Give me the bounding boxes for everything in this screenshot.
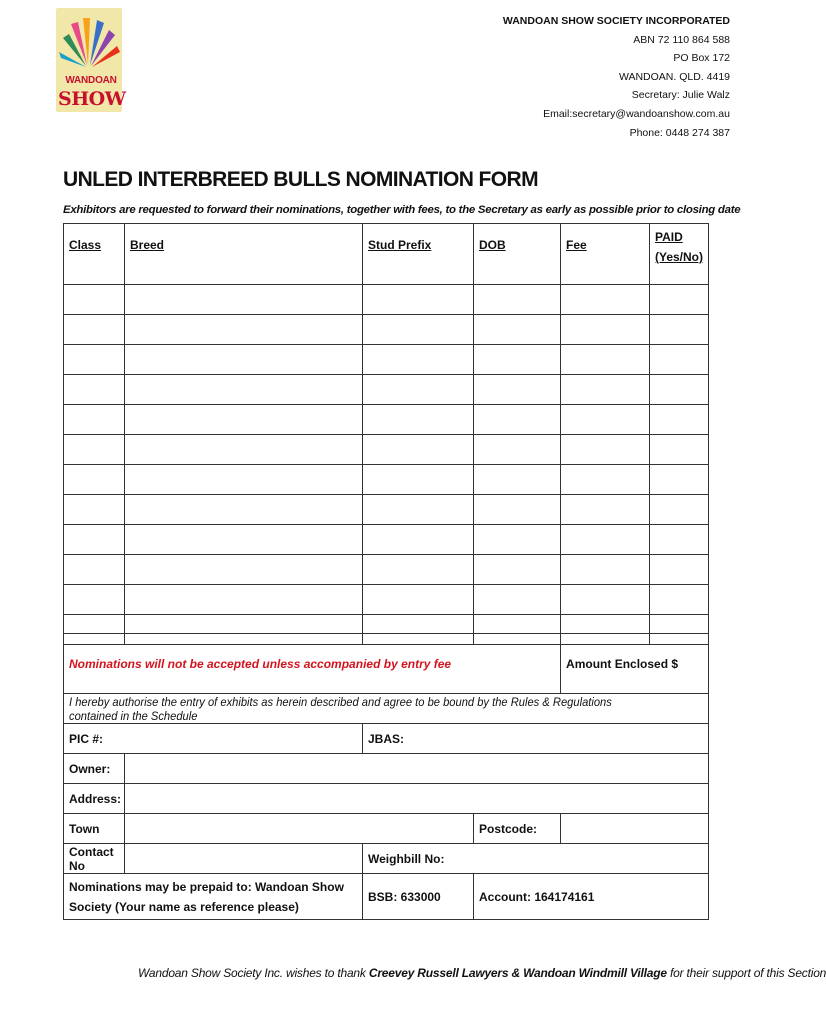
owner-label: Owner: xyxy=(64,754,125,784)
cell-class[interactable] xyxy=(64,555,125,585)
cell-stud-prefix[interactable] xyxy=(363,435,474,465)
authorisation-statement xyxy=(64,694,709,724)
town-postcode-row xyxy=(64,814,709,844)
prepaid-instructions: Nominations may be prepaid to: Wandoan Show Society (Your name as reference please) xyxy=(64,874,363,920)
cell-fee[interactable] xyxy=(561,345,650,375)
nomination-row xyxy=(64,405,709,435)
cell-paid[interactable] xyxy=(650,465,709,495)
cell-fee[interactable] xyxy=(561,405,650,435)
cell-paid[interactable] xyxy=(650,285,709,315)
address-input[interactable] xyxy=(125,784,709,814)
cell-class[interactable] xyxy=(64,345,125,375)
authorisation-text: I hereby authorise the entry of exhibits as herein described and agree to be bound by the Rules & Regulations contained in the Schedule xyxy=(69,694,612,723)
logo-text-show: SHOW xyxy=(58,88,126,110)
cell-stud-prefix[interactable] xyxy=(363,555,474,585)
cell-class[interactable] xyxy=(64,435,125,465)
society-address-block xyxy=(503,12,730,142)
form-title: UNLED INTERBREED BULLS NOMINATION FORM xyxy=(63,168,538,191)
cell-paid[interactable] xyxy=(650,585,709,615)
nomination-row xyxy=(64,375,709,405)
cell-breed[interactable] xyxy=(125,405,363,435)
cell-dob[interactable] xyxy=(474,375,561,405)
cell-fee[interactable] xyxy=(561,285,650,315)
cell-class[interactable] xyxy=(64,405,125,435)
cell-dob[interactable] xyxy=(474,315,561,345)
cell-fee[interactable] xyxy=(561,495,650,525)
address-row xyxy=(64,784,709,814)
bsb-number: BSB: 633000 xyxy=(363,874,474,920)
cell-breed[interactable] xyxy=(125,465,363,495)
entry-fee-notice: Nominations will not be accepted unless accompanied by entry fee xyxy=(64,634,561,694)
cell-class[interactable] xyxy=(64,375,125,405)
nomination-row xyxy=(64,585,709,615)
cell-dob[interactable] xyxy=(474,585,561,615)
cell-stud-prefix[interactable] xyxy=(363,465,474,495)
cell-paid[interactable] xyxy=(650,555,709,585)
cell-paid[interactable] xyxy=(650,315,709,345)
nomination-row xyxy=(64,555,709,585)
authorisation-row xyxy=(64,694,709,724)
cell-class[interactable] xyxy=(64,495,125,525)
cell-dob[interactable] xyxy=(474,465,561,495)
cell-class[interactable] xyxy=(64,525,125,555)
nomination-row xyxy=(64,315,709,345)
col-fee: Fee xyxy=(561,224,650,285)
cell-stud-prefix[interactable] xyxy=(363,375,474,405)
cell-paid[interactable] xyxy=(650,435,709,465)
cell-breed[interactable] xyxy=(125,525,363,555)
cell-paid[interactable] xyxy=(650,345,709,375)
cell-paid[interactable] xyxy=(650,525,709,555)
cell-dob[interactable] xyxy=(474,285,561,315)
logo-fan-graphic xyxy=(56,8,122,78)
cell-fee[interactable] xyxy=(561,525,650,555)
col-paid-line1: PAID xyxy=(655,230,683,244)
owner-row xyxy=(64,754,709,784)
amount-enclosed-field[interactable]: Amount Enclosed $ xyxy=(561,634,709,694)
address-label: Address: xyxy=(64,784,125,814)
town-label: Town xyxy=(64,814,125,844)
nomination-row xyxy=(64,435,709,465)
cell-paid[interactable] xyxy=(650,375,709,405)
contact-label: Contact No xyxy=(64,844,125,874)
fee-notice-row xyxy=(64,634,709,694)
col-breed: Breed xyxy=(125,224,363,285)
cell-stud-prefix[interactable] xyxy=(363,585,474,615)
society-abn: ABN 72 110 864 588 xyxy=(633,33,730,46)
contact-input[interactable] xyxy=(125,844,363,874)
cell-class[interactable] xyxy=(64,315,125,345)
form-subtitle: Exhibitors are requested to forward their nominations, together with fees, to the Secretary as early as possible prior to closing date xyxy=(63,204,741,216)
society-email: Email:secretary@wandoanshow.com.au xyxy=(543,107,730,120)
cell-class[interactable] xyxy=(64,285,125,315)
cell-breed[interactable] xyxy=(125,555,363,585)
cell-stud-prefix[interactable] xyxy=(363,285,474,315)
cell-breed[interactable] xyxy=(125,345,363,375)
nomination-row xyxy=(64,525,709,555)
col-paid xyxy=(650,224,709,285)
cell-fee[interactable] xyxy=(561,315,650,345)
nomination-row xyxy=(64,285,709,315)
cell-dob[interactable] xyxy=(474,345,561,375)
nomination-table-header xyxy=(64,224,709,285)
society-name: WANDOAN SHOW SOCIETY INCORPORATED xyxy=(502,15,730,27)
sponsor-acknowledgement xyxy=(138,966,826,980)
owner-input[interactable] xyxy=(125,754,709,784)
wandoan-show-logo xyxy=(56,8,126,120)
cell-dob[interactable] xyxy=(474,405,561,435)
cell-paid[interactable] xyxy=(650,495,709,525)
col-class: Class xyxy=(64,224,125,285)
society-po-box: PO Box 172 xyxy=(673,52,730,65)
cell-fee[interactable] xyxy=(561,375,650,405)
nomination-row xyxy=(64,345,709,375)
cell-fee[interactable] xyxy=(561,585,650,615)
postcode-label: Postcode: xyxy=(474,814,561,844)
contact-weighbill-row xyxy=(64,844,709,874)
cell-paid[interactable] xyxy=(650,405,709,435)
cell-dob[interactable] xyxy=(474,495,561,525)
cell-dob[interactable] xyxy=(474,525,561,555)
jbas-field[interactable]: JBAS: xyxy=(363,724,709,754)
cell-breed[interactable] xyxy=(125,435,363,465)
cell-stud-prefix[interactable] xyxy=(363,315,474,345)
cell-fee[interactable] xyxy=(561,435,650,465)
society-phone: Phone: 0448 274 387 xyxy=(629,126,730,139)
cell-dob[interactable] xyxy=(474,555,561,585)
cell-stud-prefix[interactable] xyxy=(363,495,474,525)
pic-field[interactable]: PIC #: xyxy=(64,724,363,754)
cell-breed[interactable] xyxy=(125,285,363,315)
society-secretary: Secretary: Julie Walz xyxy=(631,89,730,102)
cell-class[interactable] xyxy=(64,585,125,615)
footer-text-post: for their support of this Section xyxy=(666,966,826,980)
logo-text-wandoan: WANDOAN xyxy=(65,75,117,86)
nomination-table xyxy=(63,223,709,645)
nomination-row xyxy=(64,495,709,525)
postcode-input[interactable] xyxy=(561,814,709,844)
footer-sponsors: Creevey Russell Lawyers & Wandoan Windmill Village xyxy=(368,966,667,980)
pic-jbas-row xyxy=(64,724,709,754)
nomination-entry-rows xyxy=(64,285,709,645)
town-input[interactable] xyxy=(125,814,474,844)
cell-class[interactable] xyxy=(64,465,125,495)
society-town: WANDOAN. QLD. 4419 xyxy=(618,70,730,83)
cell-stud-prefix[interactable] xyxy=(363,405,474,435)
footer-text-pre: Wandoan Show Society Inc. wishes to thank xyxy=(138,966,369,980)
cell-dob[interactable] xyxy=(474,435,561,465)
account-number: Account: 164174161 xyxy=(474,874,709,920)
cell-breed[interactable] xyxy=(125,495,363,525)
cell-breed[interactable] xyxy=(125,375,363,405)
cell-fee[interactable] xyxy=(561,465,650,495)
cell-fee[interactable] xyxy=(561,555,650,585)
col-stud-prefix: Stud Prefix xyxy=(363,224,474,285)
nomination-row xyxy=(64,465,709,495)
exhibitor-details-table xyxy=(63,633,709,920)
cell-stud-prefix[interactable] xyxy=(363,345,474,375)
col-dob: DOB xyxy=(474,224,561,285)
payment-details-row xyxy=(64,874,709,920)
weighbill-field[interactable]: Weighbill No: xyxy=(363,844,709,874)
col-paid-line2: (Yes/No) xyxy=(655,250,704,264)
cell-breed[interactable] xyxy=(125,585,363,615)
cell-stud-prefix[interactable] xyxy=(363,525,474,555)
cell-breed[interactable] xyxy=(125,315,363,345)
